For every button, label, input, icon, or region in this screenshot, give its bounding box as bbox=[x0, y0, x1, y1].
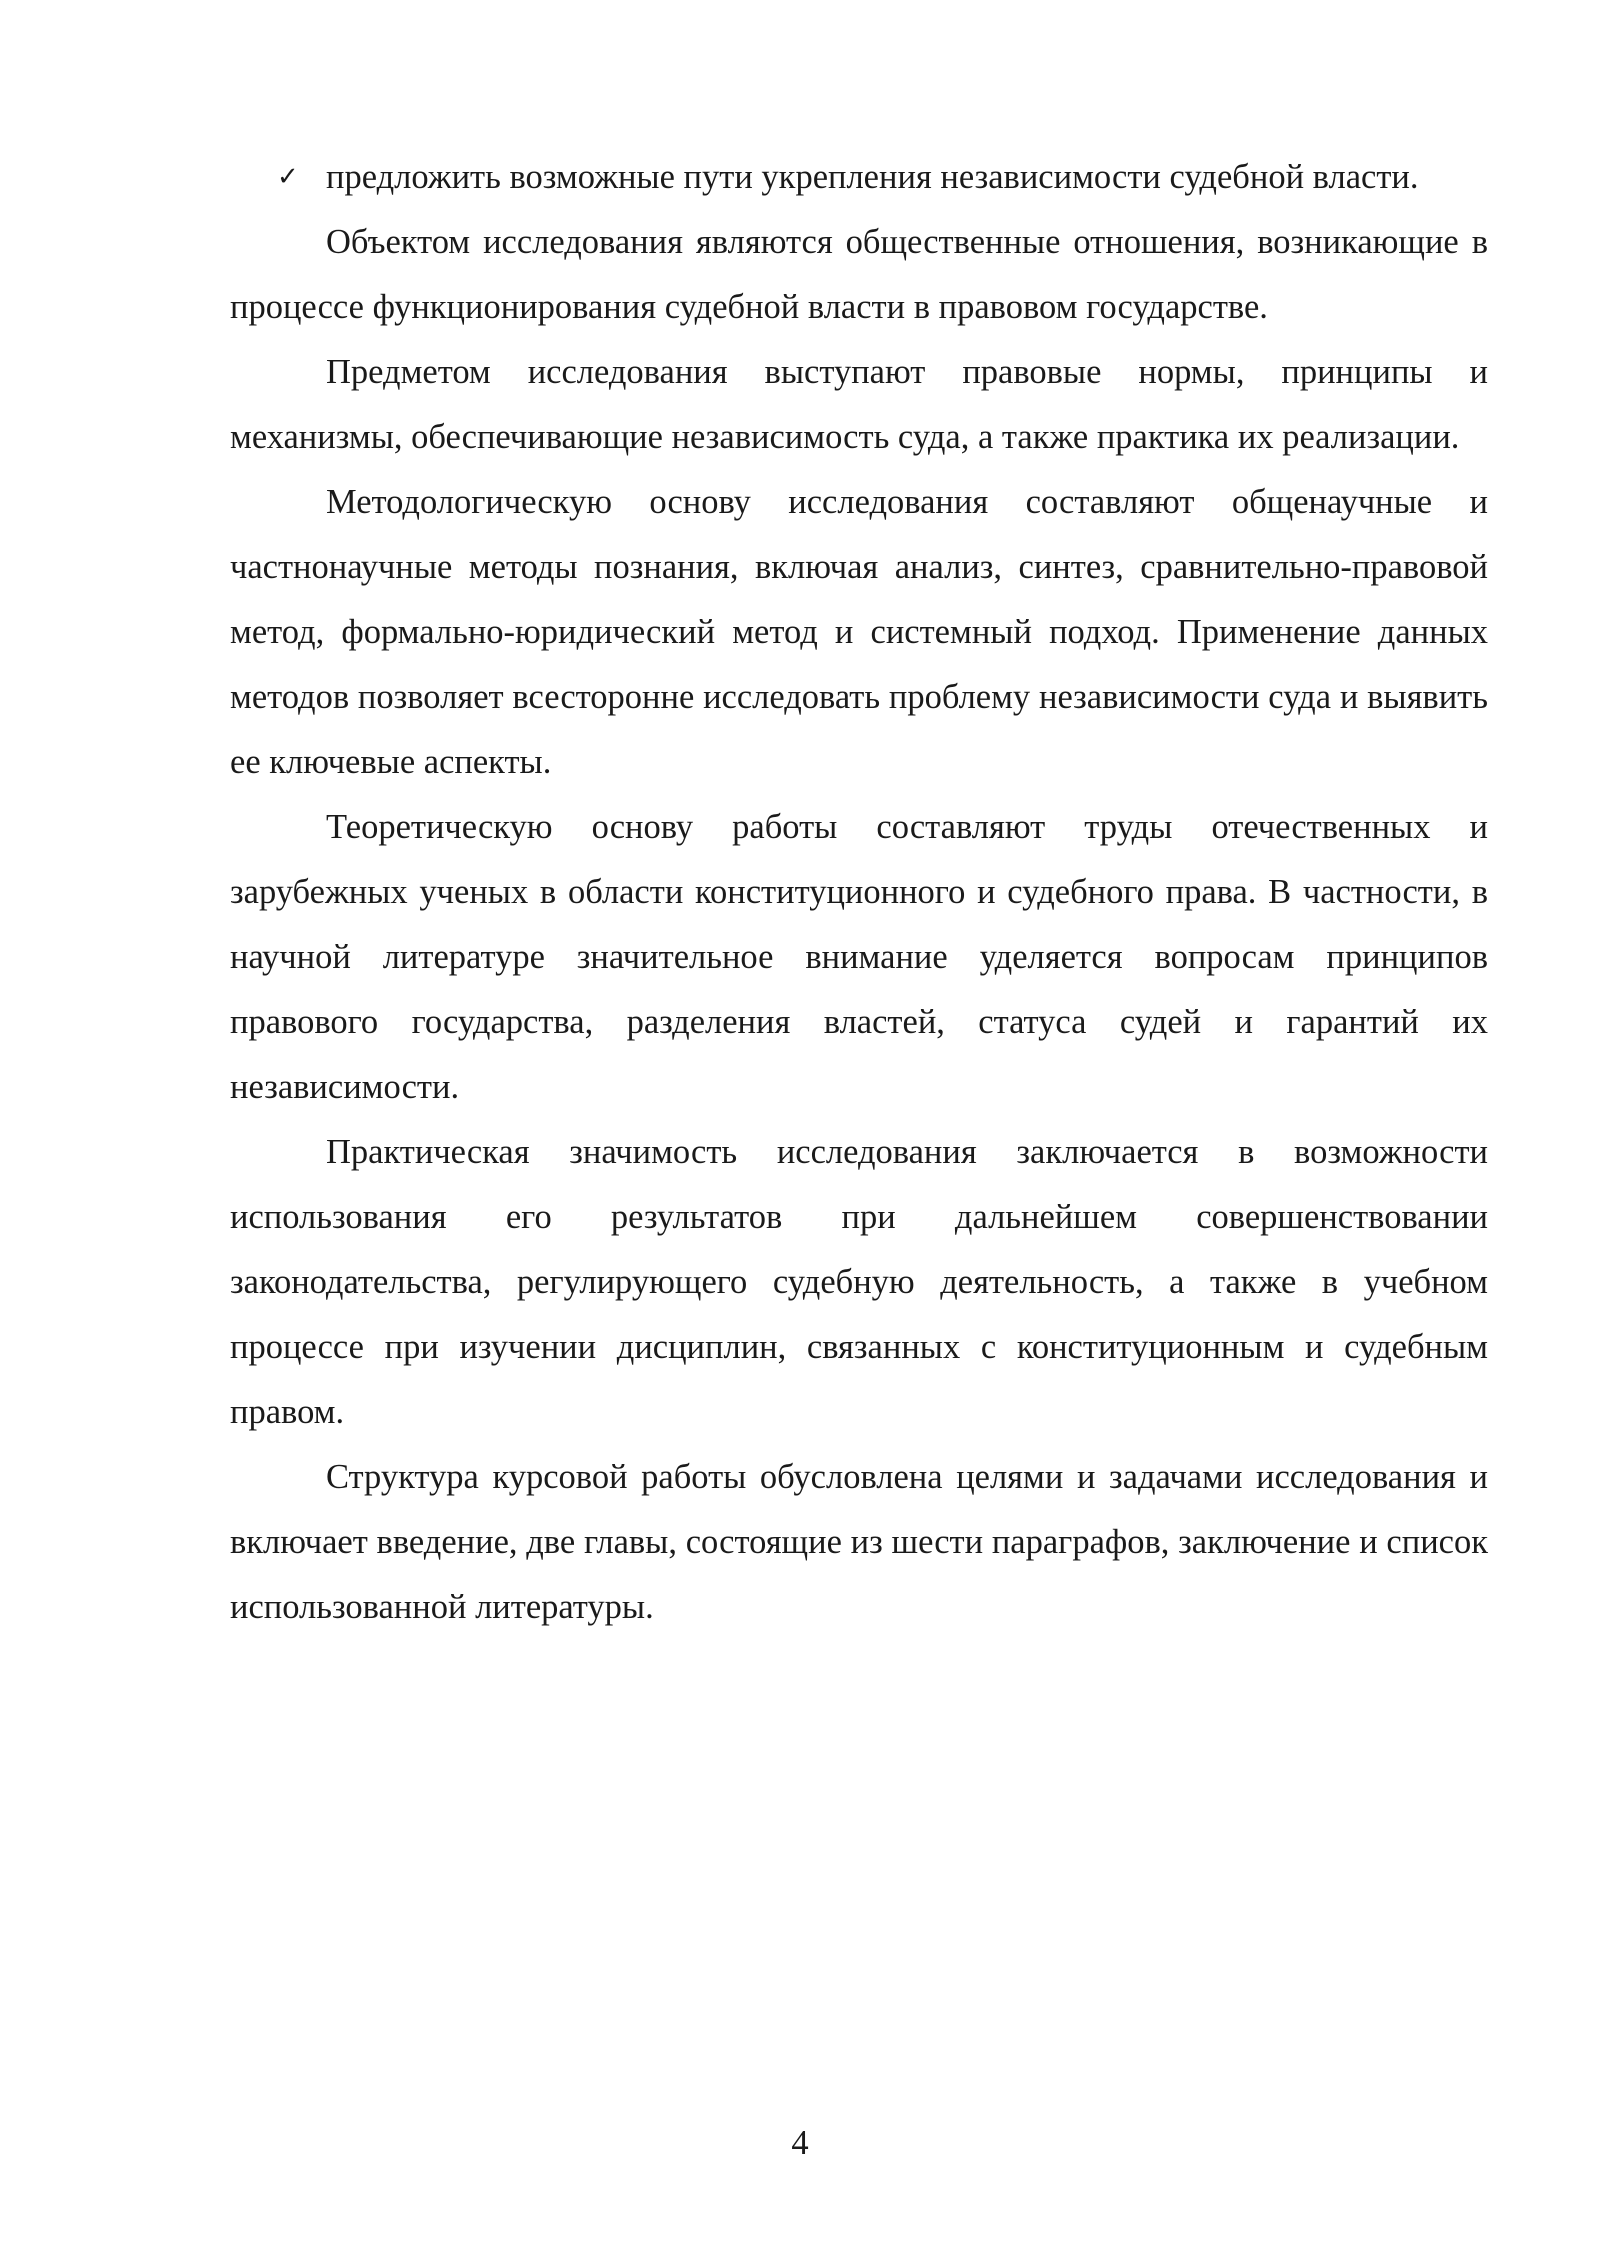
bullet-item bbox=[230, 145, 1488, 210]
paragraph-methodology: Методологическую основу исследования составляют общенаучные и частнонаучные методы познания, включая анализ, синтез, сравнительно-правовой метод, формально-юридический метод и системный подход. Применение данных методов позволяет всесторонне исследовать проблему независимости суда и выявить ее ключевые аспекты. bbox=[230, 483, 1488, 781]
checkmark-icon: ✓ bbox=[277, 162, 299, 192]
paragraph-object: Объектом исследования являются общественные отношения, возникающие в процессе функционирования судебной власти в правовом государстве. bbox=[230, 223, 1488, 326]
paragraph-structure: Структура курсовой работы обусловлена целями и задачами исследования и включает введение, две главы, состоящие из шести параграфов, заключение и список использованной литературы. bbox=[230, 1458, 1488, 1626]
paragraph-theory: Теоретическую основу работы составляют труды отечественных и зарубежных ученых в области конституционного и судебного права. В частности, в научной литературе значительное внимание уделяется вопросам принципов правового государства, разделения властей, статуса судей и гарантий их независимости. bbox=[230, 808, 1488, 1106]
page-number: 4 bbox=[791, 2124, 809, 2162]
document-body bbox=[230, 145, 1488, 1640]
bullet-text: предложить возможные пути укрепления независимости судебной власти. bbox=[326, 158, 1419, 196]
paragraph-subject: Предметом исследования выступают правовые нормы, принципы и механизмы, обеспечивающие независимость суда, а также практика их реализации. bbox=[230, 353, 1488, 456]
paragraph-significance: Практическая значимость исследования заключается в возможности использования его результатов при дальнейшем совершенствовании законодательства, регулирующего судебную деятельность, а также в учебном процессе при изучении дисциплин, связанных с конституционным и судебным правом. bbox=[230, 1133, 1488, 1431]
